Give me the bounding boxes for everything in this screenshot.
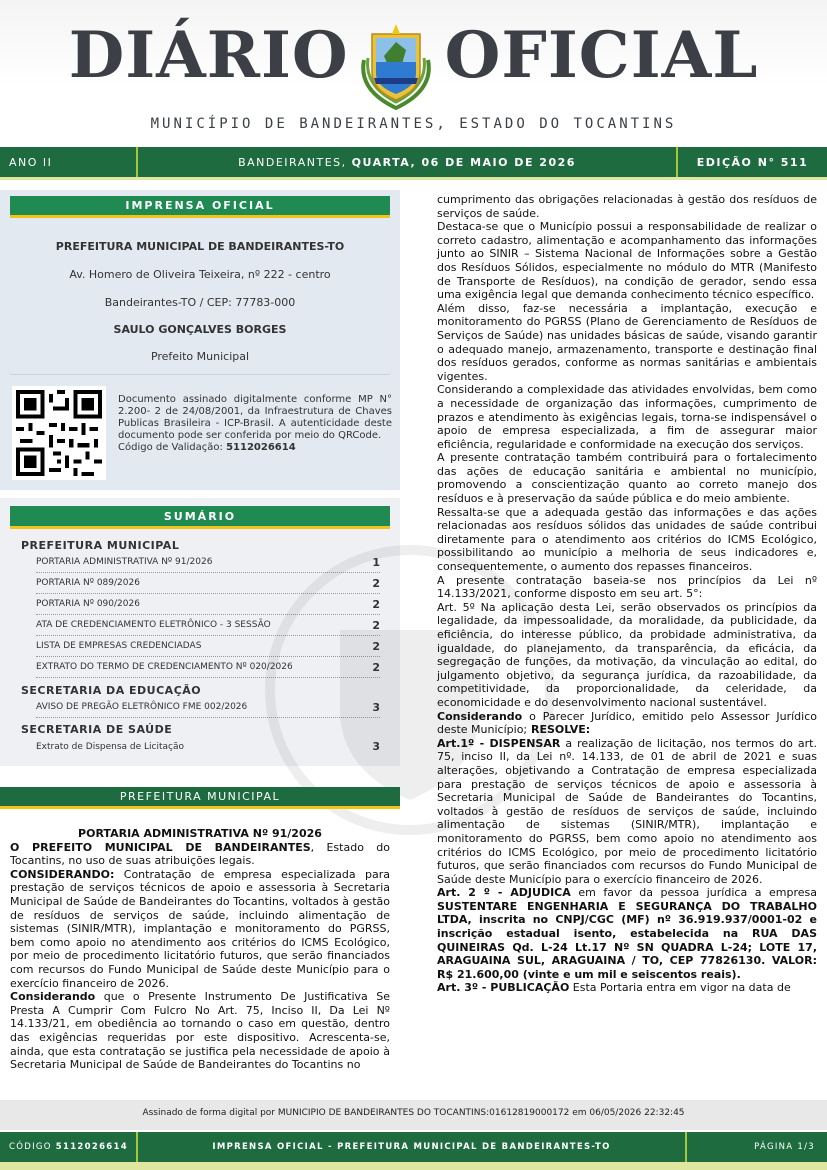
sumario-section-prefeitura: PREFEITURA MUNICIPAL (21, 539, 180, 552)
digital-signature-line: Assinado de forma digital por MUNICIPIO DE BANDEIRANTES DO TOCANTINS:01612819000172 em 06/05/2026 22:32:45 (0, 1100, 827, 1130)
masthead (0, 0, 827, 146)
footer-center: IMPRENSA OFICIAL - PREFEITURA MUNICIPAL DE BANDEIRANTES-TO (138, 1132, 687, 1162)
article-3: Art. 3º - PUBLICAÇÃO Esta Portaria entra em vigor na data de (437, 981, 791, 995)
imprensa-heading: IMPRENSA OFICIAL (10, 196, 390, 218)
footer-page: PÁGINA 1/3 (754, 1142, 815, 1152)
sumario-section-educacao: SECRETARIA DA EDUCAÇÃO (21, 684, 202, 697)
issue-band (0, 147, 827, 177)
imprensa-box (0, 190, 400, 490)
title-right: OFICIAL (444, 18, 759, 93)
imprensa-cep: Bandeirantes-TO / CEP: 77783-000 (104, 296, 296, 309)
imprensa-address: Av. Homero de Oliveira Teixeira, nº 222 - centro (69, 268, 331, 281)
portaria-article (10, 827, 390, 1072)
signature-text: Documento assinado digitalmente conforme MP N° 2.200- 2 de 24/08/2001, da Infraestrutura de Chaves Publicas Brasileira - ICP-Brasil. A autenticidade deste documento pode ser conferida por meio do QRCode. (118, 394, 392, 441)
sumario-item[interactable]: EXTRATO DO TERMO DE CREDENCIAMENTO Nº 020/2026 2 (36, 657, 380, 678)
sumario-item[interactable]: PORTARIA ADMINISTRATIVA Nº 91/2026 1 (36, 552, 380, 573)
footer-band (0, 1132, 827, 1162)
imprensa-divider (10, 374, 390, 375)
footer-code: CÓDIGO 5112026614 (0, 1132, 138, 1162)
sumario-item[interactable]: LISTA DE EMPRESAS CREDENCIADAS 2 (36, 636, 380, 657)
issue-edition: EDIÇÃO N° 511 (696, 155, 809, 169)
imprensa-mayor-role: Prefeito Municipal (150, 350, 250, 363)
body-paragraph: Considerando a complexidade das atividades envolvidas, bem como a necessidade de organização das informações, cumprimento de prazos e atendimento às exigências legais, torna-se indispensável o apoio de empresa especializada, a fim de assegurar maior eficiência, regularidade e conformidade na execução dos serviços. (437, 383, 817, 451)
signature-notice (118, 394, 392, 454)
body-paragraph: Art. 5º Na aplicação desta Lei, serão observados os princípios da legalidade, da impessoalidade, da moralidade, da publicidade, da eficiência, do interesse público, da probidade administrativa, da igualdade, do planejamento, da transparência, da eficácia, da segregação de funções, da motivação, da vinculação ao edital, do julgamento objetivo, da segurança jurídica, da razoabilidade, da competitividade, da proporcionalidade, da celeridade, da economicidade e do desenvolvimento nacional sustentável. (437, 600, 817, 709)
sumario-item[interactable]: Extrato de Dispensa de Licitação 3 (36, 740, 380, 753)
sumario-item[interactable]: ATA DE CREDENCIAMENTO ELETRÔNICO - 3 SESSÃO 2 (36, 615, 380, 636)
qrcode-icon[interactable] (12, 386, 106, 480)
body-paragraph: cumprimento das obrigações relacionadas à gestão dos resíduos de serviços de saúde. (437, 193, 817, 220)
body-paragraph: A presente contratação baseia-se nos princípios da Lei nº 14.133/2021, conforme disposto em seu art. 5°: (437, 573, 817, 601)
section-bar-prefeitura: PREFEITURA MUNICIPAL (0, 787, 400, 809)
portaria-paragraph: CONSIDERANDO: Contratação de empresa especializada para prestação de serviços técnicos de apoio e assessoria à Secretaria Municipal de Saúde de Bandeirantes do Tocantins, voltados à gestão de resíduos de serviços de saúde, incluindo alimentação de sistemas (SINIR/MTR), implantação e monitoramento do PGRSS, bem como apoio no atendimento aos critérios do ICMS Ecológico, por meio de procedimento licitatório futuros, que serão financiados com recursos do Fundo Municipal de Saúde deste Município para o exercício financeiro de 2026. (10, 867, 390, 990)
sumario-section-saude: SECRETARIA DE SAÚDE (21, 723, 173, 736)
portaria-paragraph: O PREFEITO MUNICIPAL DE BANDEIRANTES, Estado do Tocantins, no uso de suas atribuições legais. (10, 840, 390, 868)
issue-city: BANDEIRANTES, (238, 155, 347, 169)
issue-date (138, 147, 678, 177)
imprensa-org: PREFEITURA MUNICIPAL DE BANDEIRANTES-TO (55, 240, 345, 253)
issue-year: ANO II (0, 147, 138, 177)
body-paragraph: Destaca-se que o Município possui a responsabilidade de realizar o correto cadastro, alimentação e acompanhamento das informações junto ao SINIR – Sistema Nacional de Informações sobre a Gestão dos Resíduos Sólidos, especialmente no módulo do MTR (Manifesto de Transporte de Resíduos), na condição de gerador, sendo essa uma exigência legal que demanda conhecimento técnico específico. (437, 220, 817, 302)
right-column-text (437, 193, 817, 995)
band-rule (0, 177, 827, 180)
crest-logo-icon (354, 20, 438, 112)
validation-code-label: Código de Validação: (118, 442, 223, 453)
body-paragraph: A presente contratação também contribuirá para o fortalecimento das ações de educação sanitária e ambiental no município, promovendo a conscientização quanto ao correto manejo dos resíduos e à preservação da saúde pública e do meio ambiente. (437, 451, 817, 506)
body-paragraph: Considerando o Parecer Jurídico, emitido pelo Assessor Jurídico deste Município; RESOLVE: (437, 709, 817, 737)
article-2: Art. 2 º - ADJUDICA em favor da pessoa jurídica a empresa SUSTENTARE ENGENHARIA E SEGURANÇA DO TRABALHO LTDA, inscrita no CNPJ/CGC (MF) nº 36.919.937/0001-02 e inscrição estadual isento, estabelecida na RUA DAS QUINEIRAS Qd. L-24 Lt.17 Nº SN QUADRA L-24; LOTE 17, ARAGUAINA SUL, ARAGUAINA / TO, CEP 77826130. VALOR: R$ 21.600,00 (vinte e um mil e seiscentos reais). (437, 886, 817, 981)
title-left: DIÁRIO (68, 18, 349, 93)
portaria-title: PORTARIA ADMINISTRATIVA Nº 91/2026 (78, 827, 322, 840)
masthead-subtitle: MUNICÍPIO DE BANDEIRANTES, ESTADO DO TOCANTINS (150, 116, 677, 132)
sumario-heading: SUMÁRIO (10, 506, 390, 529)
body-paragraph: Além disso, faz-se necessária a implantação, execução e monitoramento do PGRSS (Plano de Gerenciamento de Resíduos de Serviços de Saúde) nas unidades básicas de saúde, visando garantir o adequado manejo, armazenamento, transporte e destinação final dos resíduos gerados, conforme as normas sanitárias e ambientais vigentes. (437, 301, 817, 383)
footer-rule (0, 1162, 827, 1170)
imprensa-mayor: SAULO GONÇALVES BORGES (113, 323, 287, 336)
article-1: Art.1º - DISPENSAR a realização de licitação, nos termos do art. 75, inciso II, da Lei nº. 14.133, de 01 de abril de 2021 e suas alterações, objetivando a Contratação de empresa especializada para prestação de serviços técnicos de apoio e assessoria à Secretaria Municipal de Saúde de Bandeirantes do Tocantins, voltados à gestão de resíduos de serviços de saúde, incluindo alimentação de sistemas (SINIR/MTR), implantação e monitoramento do PGRSS, bem como apoio no atendimento aos critérios do ICMS Ecológico, por meio de procedimento licitatório futuros, que serão financiados com recursos do Fundo Municipal de Saúde deste Município para o exercício financeiro de 2026. (437, 736, 817, 886)
sumario-item[interactable]: PORTARIA Nº 090/2026 2 (36, 594, 380, 615)
issue-weekday-date: QUARTA, 06 DE MAIO DE 2026 (351, 155, 576, 169)
portaria-paragraph: Considerando que o Presente Instrumento De Justificativa Se Presta A Cumprir Com Fulcro No Art. 75, Inciso II, Da Lei Nº 14.133/21, em obediência ao tornando o caso em questão, dentro das exigências requeridas por este dispositivo. Acrescenta-se, ainda, que esta contratação se justifica pela necessidade de apoio à Secretaria Municipal de Saúde de Bandeirantes do Tocantins no (10, 990, 390, 1072)
validation-code: 5112026614 (226, 442, 296, 453)
body-paragraph: Ressalta-se que a adequada gestão das informações e das ações relacionadas aos resíduos sólidos das unidades de saúde contribui diretamente para o atendimento aos critérios do ICMS Ecológico, possibilitando ao município a melhoria de seus indicadores e, consequentemente, o aumento dos repasses financeiros. (437, 505, 817, 574)
sumario-item[interactable]: PORTARIA Nº 089/2026 2 (36, 573, 380, 594)
sumario-box (0, 498, 400, 766)
sumario-item[interactable]: AVISO DE PREGÃO ELETRÔNICO FME 002/2026 3 (36, 697, 380, 718)
